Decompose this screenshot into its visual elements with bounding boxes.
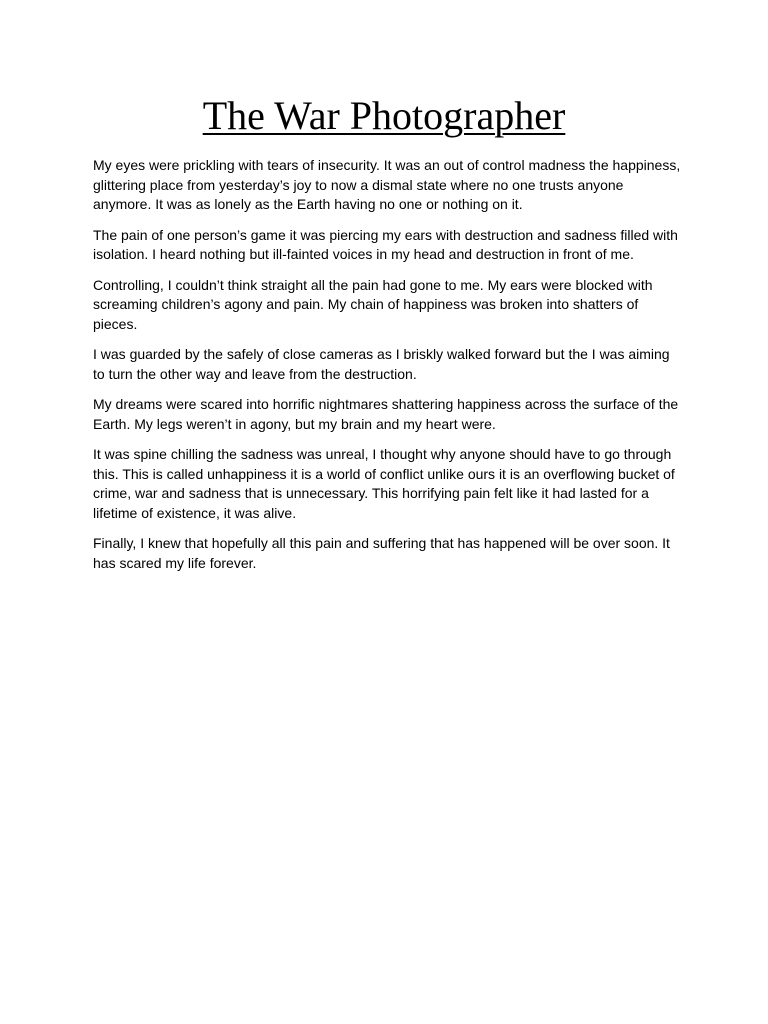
paragraph-1: My eyes were prickling with tears of insecurity. It was an out of control madness the happiness, glittering place from yesterday’s joy to now a dismal state where no one trusts anyone anymore. It was as lonely as the Earth having no one or nothing on it. [93,157,681,212]
paragraph-6: It was spine chilling the sadness was unreal, I thought why anyone should have to go through this. This is called unhappiness it is a world of conflict unlike ours it is an overflowing bucket of crime, war and sadness that is unnecessary. This horrifying pain felt like it had lasted for a lifetime of existence, it was alive. [93,446,675,521]
document-title-text: The War Photographer [202,93,566,138]
paragraph-4: I was guarded by the safely of close cameras as I briskly walked forward but the I was aiming to turn the other way and leave from the destruction. [93,346,670,382]
paragraph-2: The pain of one person’s game it was piercing my ears with destruction and sadness filled with isolation. I heard nothing but ill-fainted voices in my head and destruction in front of me. [93,226,678,262]
document-title [0,92,768,140]
document-body [93,156,683,584]
paragraph-3: Controlling, I couldn’t think straight all the pain had gone to me. My ears were blocked with screaming children’s agony and pain. My chain of happiness was broken into shatters of pieces. [93,276,653,332]
paragraph-5: My dreams were scared into horrific nightmares shattering happiness across the surface of the Earth. My legs weren’t in agony, but my brain and my heart were. [93,396,679,432]
paragraph-7: Finally, I knew that hopefully all this pain and suffering that has happened will be over soon. It has scared my life forever. [93,535,670,571]
